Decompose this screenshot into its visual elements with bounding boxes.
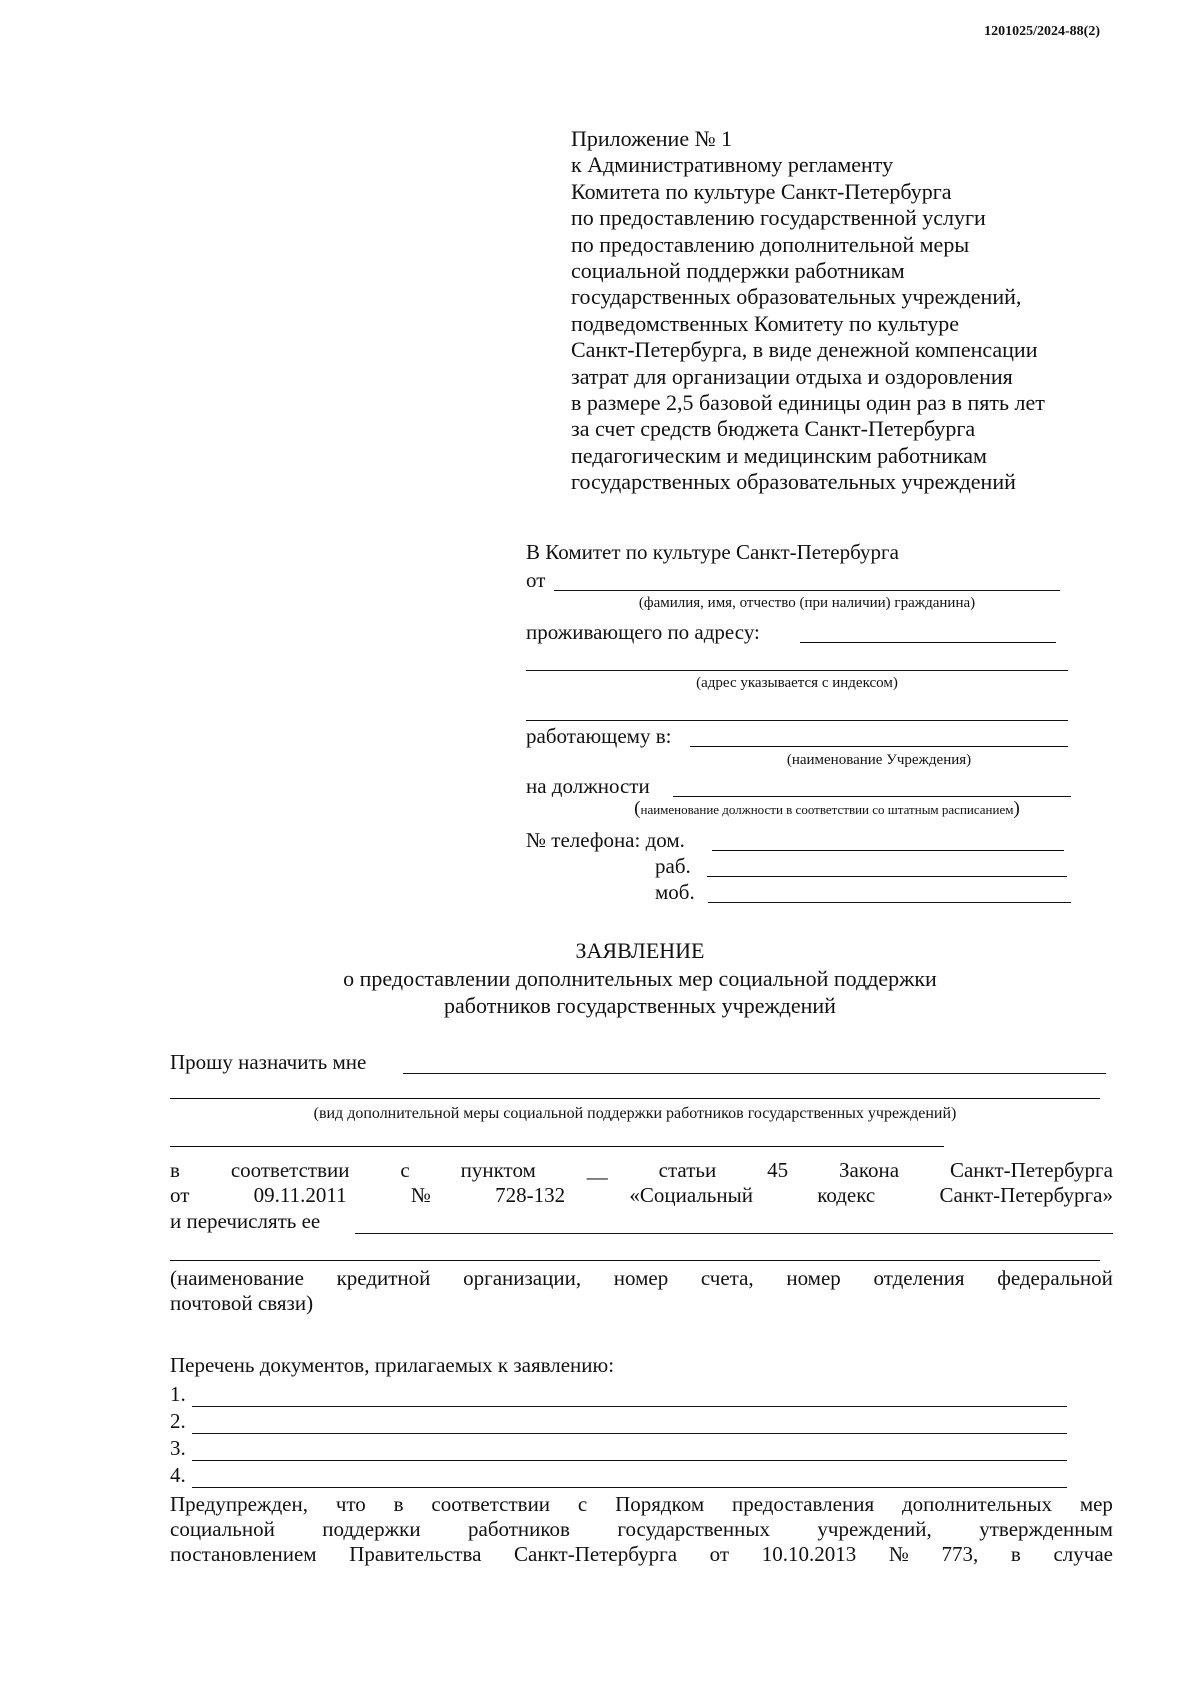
appendix-line: Санкт-Петербурга, в виде денежной компенсации <box>571 337 1038 363</box>
warning-word: соответствии <box>431 1492 551 1516</box>
law-word: кодекс <box>817 1183 876 1207</box>
warning-word: социальной <box>170 1517 275 1541</box>
statement-title: ЗАЯВЛЕНИЕ <box>575 938 705 963</box>
appendix-block <box>571 126 1111 496</box>
statement-subtitle-1: о предоставлении дополнительных мер социальной поддержки <box>343 966 937 991</box>
document-field[interactable] <box>192 1467 1067 1488</box>
appendix-line: в размере 2,5 базовой единицы один раз в пять лет <box>571 390 1045 416</box>
law-word: 09.11.2011 <box>253 1183 347 1207</box>
law-word: Санкт-Петербурга» <box>939 1183 1113 1207</box>
warning-word: поддержки <box>322 1517 421 1541</box>
warning-word: государственных <box>617 1517 770 1541</box>
warning-word: в <box>1010 1542 1021 1566</box>
warning-word: дополнительных <box>901 1492 1052 1516</box>
warning-word: Правительства <box>349 1542 482 1566</box>
warning-word: случае <box>1053 1542 1113 1566</box>
warning-word: № <box>888 1542 909 1566</box>
law-word: статьи <box>658 1158 717 1182</box>
warning-word: утвержденным <box>979 1517 1113 1541</box>
caption-bracket-open: ( <box>634 798 641 819</box>
law-line-2 <box>170 1183 1113 1208</box>
type-field[interactable] <box>170 1124 944 1147</box>
addressee-to: В Комитет по культуре Санкт-Петербурга <box>526 540 899 564</box>
document-item <box>170 1380 1067 1407</box>
address-label: проживающего по адресу: <box>526 620 760 644</box>
caption-word: кредитной <box>336 1266 431 1290</box>
position-caption <box>583 798 1071 819</box>
law-word: __ <box>586 1158 608 1182</box>
ask-field[interactable] <box>403 1051 1106 1074</box>
caption-word: счета, <box>700 1266 754 1290</box>
warning-line-1 <box>170 1492 1113 1517</box>
documents-list <box>170 1380 1067 1488</box>
caption-word: (наименование <box>170 1266 304 1290</box>
warning-word: учреждений, <box>817 1517 932 1541</box>
document-item <box>170 1434 1067 1461</box>
work-caption: (наименование Учреждения) <box>786 752 972 768</box>
appendix-line: за счет средств бюджета Санкт-Петербурга <box>571 416 976 442</box>
appendix-line: государственных образовательных учреждений, <box>571 284 1022 310</box>
position-field[interactable] <box>673 774 1071 797</box>
position-caption-text: наименование должности в соответствии со штатным расписанием <box>640 802 1014 817</box>
warning-word: что <box>335 1492 366 1516</box>
document-number: 2. <box>170 1409 186 1433</box>
warning-word: с <box>577 1492 588 1516</box>
warning-line-3 <box>170 1542 1113 1567</box>
transfer-field-2[interactable] <box>170 1238 1100 1261</box>
bank-caption-line-1 <box>170 1266 1113 1291</box>
document-number: 3. <box>170 1436 186 1460</box>
document-number: 1. <box>170 1382 186 1406</box>
address-field[interactable] <box>800 620 1056 643</box>
type-caption: (вид дополнительной меры социальной поддержки работников государственных учреждений) <box>313 1105 957 1122</box>
phone-mobile-field[interactable] <box>708 880 1071 903</box>
warning-word: Санкт-Петербурга <box>514 1542 678 1566</box>
documents-label: Перечень документов, прилагаемых к заявлению: <box>170 1353 615 1377</box>
warning-word: в <box>393 1492 404 1516</box>
statement-subtitle-2: работников государственных учреждений <box>444 993 836 1018</box>
transfer-field[interactable] <box>355 1211 1113 1234</box>
ask-label: Прошу назначить мне <box>170 1050 367 1074</box>
law-word: «Социальный <box>629 1183 753 1207</box>
warning-word: постановлением <box>170 1542 317 1566</box>
warning-word: от <box>709 1542 730 1566</box>
caption-word: номер <box>613 1266 669 1290</box>
transfer-label: и перечислять ее <box>170 1209 321 1233</box>
warning-word: Предупрежден, <box>170 1492 308 1516</box>
phone-work-field[interactable] <box>707 854 1067 877</box>
bank-caption-line-2: почтовой связи) <box>170 1291 314 1315</box>
document-field[interactable] <box>192 1413 1067 1434</box>
caption-word: номер <box>786 1266 841 1290</box>
warning-word: работников <box>468 1517 570 1541</box>
law-word: 728-132 <box>495 1183 566 1207</box>
law-word: с <box>400 1158 410 1182</box>
appendix-line: государственных образовательных учреждений <box>571 469 1016 495</box>
appendix-line: к Административному регламенту <box>571 152 894 178</box>
warning-word: 10.10.2013 <box>761 1542 857 1566</box>
address-field-3[interactable] <box>526 698 1068 721</box>
document-item <box>170 1407 1067 1434</box>
phone-work-label: раб. <box>655 854 691 878</box>
phone-home-field[interactable] <box>712 828 1064 851</box>
appendix-line: Приложение № 1 <box>571 126 733 151</box>
appendix-line: затрат для организации отдыха и оздоровления <box>571 363 1013 389</box>
appendix-line: подведомственных Комитету по культуре <box>571 310 959 336</box>
law-line-1 <box>170 1158 1113 1183</box>
document-number: 4. <box>170 1463 186 1487</box>
position-label: на должности <box>526 774 650 798</box>
caption-bracket-close: ) <box>1013 798 1020 819</box>
from-caption: (фамилия, имя, отчество (при наличии) гражданина) <box>638 595 976 611</box>
warning-paragraph <box>170 1492 1113 1567</box>
address-caption: (адрес указывается с индексом) <box>696 675 898 691</box>
law-word: в <box>170 1158 180 1182</box>
document-field[interactable] <box>192 1440 1067 1461</box>
appendix-line: по предоставлению дополнительной меры <box>571 231 970 257</box>
ask-field-2[interactable] <box>170 1076 1100 1099</box>
warning-line-2 <box>170 1517 1113 1542</box>
phone-mobile-label: моб. <box>655 880 695 904</box>
appendix-line: по предоставлению государственной услуги <box>571 205 986 231</box>
document-item <box>170 1461 1067 1488</box>
from-label: от <box>526 568 546 592</box>
appendix-line: Комитета по культуре Санкт-Петербурга <box>571 178 952 204</box>
caption-word: отделения <box>873 1266 965 1290</box>
appendix-line: социальной поддержки работникам <box>571 258 905 284</box>
document-field[interactable] <box>192 1386 1067 1407</box>
caption-word: федеральной <box>997 1266 1113 1290</box>
address-field-2[interactable] <box>526 648 1068 671</box>
phone-label: № телефона: дом. <box>526 828 685 852</box>
warning-word: 773, <box>941 1542 979 1566</box>
law-word: Санкт-Петербурга <box>949 1158 1113 1182</box>
document-code: 1201025/2024-88(2) <box>984 24 1100 39</box>
law-word: пунктом <box>460 1158 536 1182</box>
law-word: 45 <box>767 1158 789 1182</box>
law-word: Закона <box>839 1158 900 1182</box>
from-field[interactable] <box>554 568 1060 591</box>
warning-word: предоставления <box>731 1492 875 1516</box>
law-word: № <box>410 1183 431 1207</box>
law-word: от <box>170 1183 190 1207</box>
law-reference <box>170 1158 1113 1208</box>
law-word: соответствии <box>230 1158 350 1182</box>
appendix-line: педагогическим и медицинским работникам <box>571 442 987 468</box>
work-label: работающему в: <box>526 724 672 748</box>
caption-word: организации, <box>463 1266 582 1290</box>
work-field[interactable] <box>690 724 1068 747</box>
bank-caption <box>170 1266 1113 1316</box>
warning-word: Порядком <box>615 1492 705 1516</box>
warning-word: мер <box>1079 1492 1113 1516</box>
